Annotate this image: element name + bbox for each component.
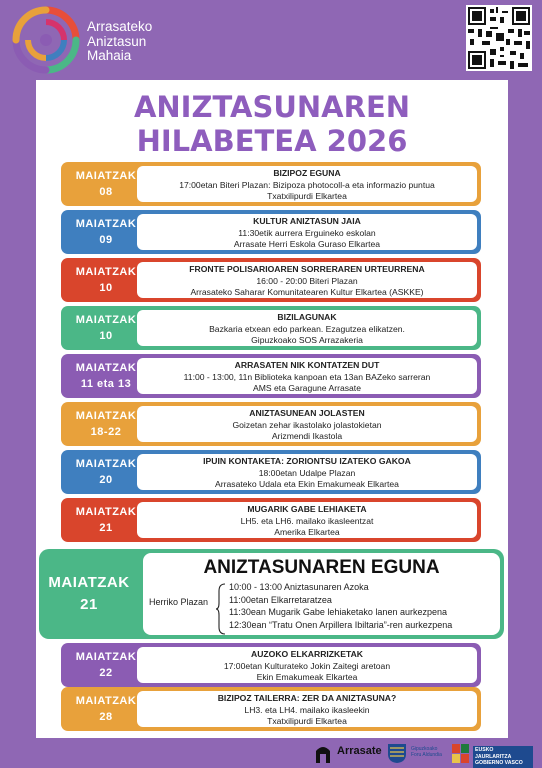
event-month: MAIATZAK	[75, 218, 137, 230]
event-line1: LH3. eta LH4. mailako ikasleekin	[244, 704, 370, 715]
basque-government-shield-icon	[451, 742, 471, 764]
event-day: 09	[99, 234, 113, 246]
event-day: 08	[99, 186, 113, 198]
event-line2: Arrasate Herri Eskola Guraso Elkartea	[233, 239, 381, 249]
aniztasun-logo-icon	[12, 6, 80, 74]
event-title: BIZIPOZ TAILERRA: ZER DA ANIZTASUNA?	[217, 693, 397, 703]
event-card	[61, 687, 481, 731]
event-details	[137, 358, 477, 394]
qr-code-icon	[466, 5, 532, 71]
main-event	[39, 549, 504, 639]
event-line2: Arrasateko Saharar Komunitatearen Kultur Elkartea (ASKKE)	[190, 287, 424, 297]
event-line1: 11:30etik aurrera Erguineko eskolan	[238, 227, 376, 238]
event-line1: LH5. eta LH6. mailako ikasleentzat	[240, 515, 374, 526]
header	[0, 0, 542, 80]
event-month: MAIATZAK	[75, 651, 137, 663]
main-event-month: MAIATZAK	[48, 574, 130, 591]
event-card	[61, 643, 481, 687]
event-line2: Gipuzkoako SOS Arrazakeria	[251, 335, 363, 345]
event-day: 11 eta 13	[80, 378, 132, 390]
organization-name	[87, 20, 152, 64]
event-line2: Txatxilipurdi Elkartea	[267, 716, 347, 726]
event-details	[137, 647, 477, 683]
event-line2: Arizmendi Ikastola	[271, 431, 343, 441]
event-line2: Amerika Elkartea	[274, 527, 340, 537]
org-line2: Aniztasun	[87, 33, 147, 49]
org-line3: Mahaia	[87, 48, 132, 63]
event-month: MAIATZAK	[75, 410, 137, 422]
footer	[0, 740, 542, 768]
main-event-item: 11:00etan Elkarretaratzea	[229, 594, 332, 605]
event-card	[61, 354, 481, 398]
event-month: MAIATZAK	[75, 266, 137, 278]
event-line2: AMS eta Garagune Arrasate	[253, 383, 361, 393]
event-month: MAIATZAK	[75, 695, 137, 707]
event-day: 22	[99, 667, 113, 679]
event-title: IPUIN KONTAKETA: ZORIONTSU IZATEKO GAKOA	[203, 456, 411, 466]
event-month: MAIATZAK	[75, 314, 137, 326]
main-event-date	[39, 549, 139, 639]
event-details	[137, 166, 477, 202]
event-card	[61, 402, 481, 446]
event-day: 18-22	[90, 426, 122, 438]
event-month: MAIATZAK	[75, 170, 137, 182]
event-line1: Goizetan zehar ikastolako jolastokietan	[232, 419, 382, 430]
event-day: 10	[99, 330, 113, 342]
event-details	[137, 454, 477, 490]
event-title: FRONTE POLISARIOAREN SORRERAREN URTEURRENA	[189, 264, 425, 274]
event-line1: 17:00etan Biteri Plazan: Bizipoza photocoll-a eta informazio puntua	[179, 179, 435, 190]
event-details	[137, 214, 477, 250]
event-line1: 11:00 - 13:00, 11n Biblioteka kanpoan eta 13an BAZeko sarreran	[183, 371, 431, 382]
event-title: BIZILAGUNAK	[277, 312, 337, 322]
main-event-place: Herriko Plazan	[149, 597, 209, 607]
event-details	[137, 691, 477, 727]
event-title: ANIZTASUNEAN JOLASTEN	[249, 408, 365, 418]
title-line1: ANIZTASUNAREN	[133, 90, 411, 124]
event-line1: 18:00etan Udalpe Plazan	[258, 467, 356, 478]
event-line2: Arrasateko Udala eta Ekin Emakumeak Elkartea	[215, 479, 399, 489]
event-day: 21	[99, 522, 113, 534]
event-day: 10	[99, 282, 113, 294]
arrasate-logo-text: Arrasate	[337, 745, 382, 757]
event-day: 28	[99, 711, 113, 723]
event-title: AUZOKO ELKARRIZKETAK	[250, 649, 364, 659]
main-event-title: ANIZTASUNAREN EGUNA	[203, 557, 440, 578]
event-card	[61, 162, 481, 206]
event-card	[61, 210, 481, 254]
title-line2: HILABETEA 2026	[136, 124, 408, 158]
event-line2: Txatxilipurdi Elkartea	[267, 191, 347, 201]
main-event-items	[229, 581, 452, 631]
main-event-day: 21	[80, 596, 98, 613]
event-details	[137, 406, 477, 442]
event-card	[61, 306, 481, 350]
gipuzkoa-logo-text: Gipuzkoako Foru Aldundia	[411, 746, 442, 758]
program-card	[36, 80, 508, 738]
main-event-details	[143, 553, 500, 635]
gipuzkoa-shield-icon	[386, 742, 408, 764]
event-month: MAIATZAK	[75, 362, 137, 374]
brace-icon	[215, 583, 227, 635]
main-event-item: 12:30ean “Tratu Onen Arpillera Ibiltaria”-ren aurkezpena	[229, 619, 453, 630]
event-details	[137, 262, 477, 298]
event-details	[137, 310, 477, 346]
org-line1: Arrasateko	[87, 19, 153, 34]
event-card	[61, 498, 481, 542]
main-event-item: 11:30ean Mugarik Gabe lehiaketako lanen aurkezpena	[229, 607, 447, 617]
arrasate-logo-icon	[313, 742, 333, 764]
event-title: BIZIPOZ EGUNA	[273, 168, 341, 178]
event-line1: 16:00 - 20:00 Biteri Plazan	[256, 275, 358, 286]
event-card	[61, 258, 481, 302]
event-title: ARRASATEN NIK KONTATZEN DUT	[234, 360, 380, 370]
event-card	[61, 450, 481, 494]
basque-government-logo-text: EUSKO JAURLARITZA GOBIERNO VASCO	[473, 746, 533, 768]
event-title: MUGARIK GABE LEHIAKETA	[247, 504, 367, 514]
event-line1: 17:00etan Kulturateko Jokin Zaitegi aretoan	[223, 660, 391, 671]
event-line2: Ekin Emakumeak Elkartea	[256, 672, 358, 682]
event-month: MAIATZAK	[75, 458, 137, 470]
event-line1: Bazkaria etxean edo parkean. Ezagutzea elikatzen.	[209, 323, 405, 334]
event-details	[137, 502, 477, 538]
event-month: MAIATZAK	[75, 506, 137, 518]
event-title: KULTUR ANIZTASUN JAIA	[253, 216, 361, 226]
event-day: 20	[99, 474, 113, 486]
main-event-item: 10:00 - 13:00 Aniztasunaren Azoka	[229, 582, 369, 592]
